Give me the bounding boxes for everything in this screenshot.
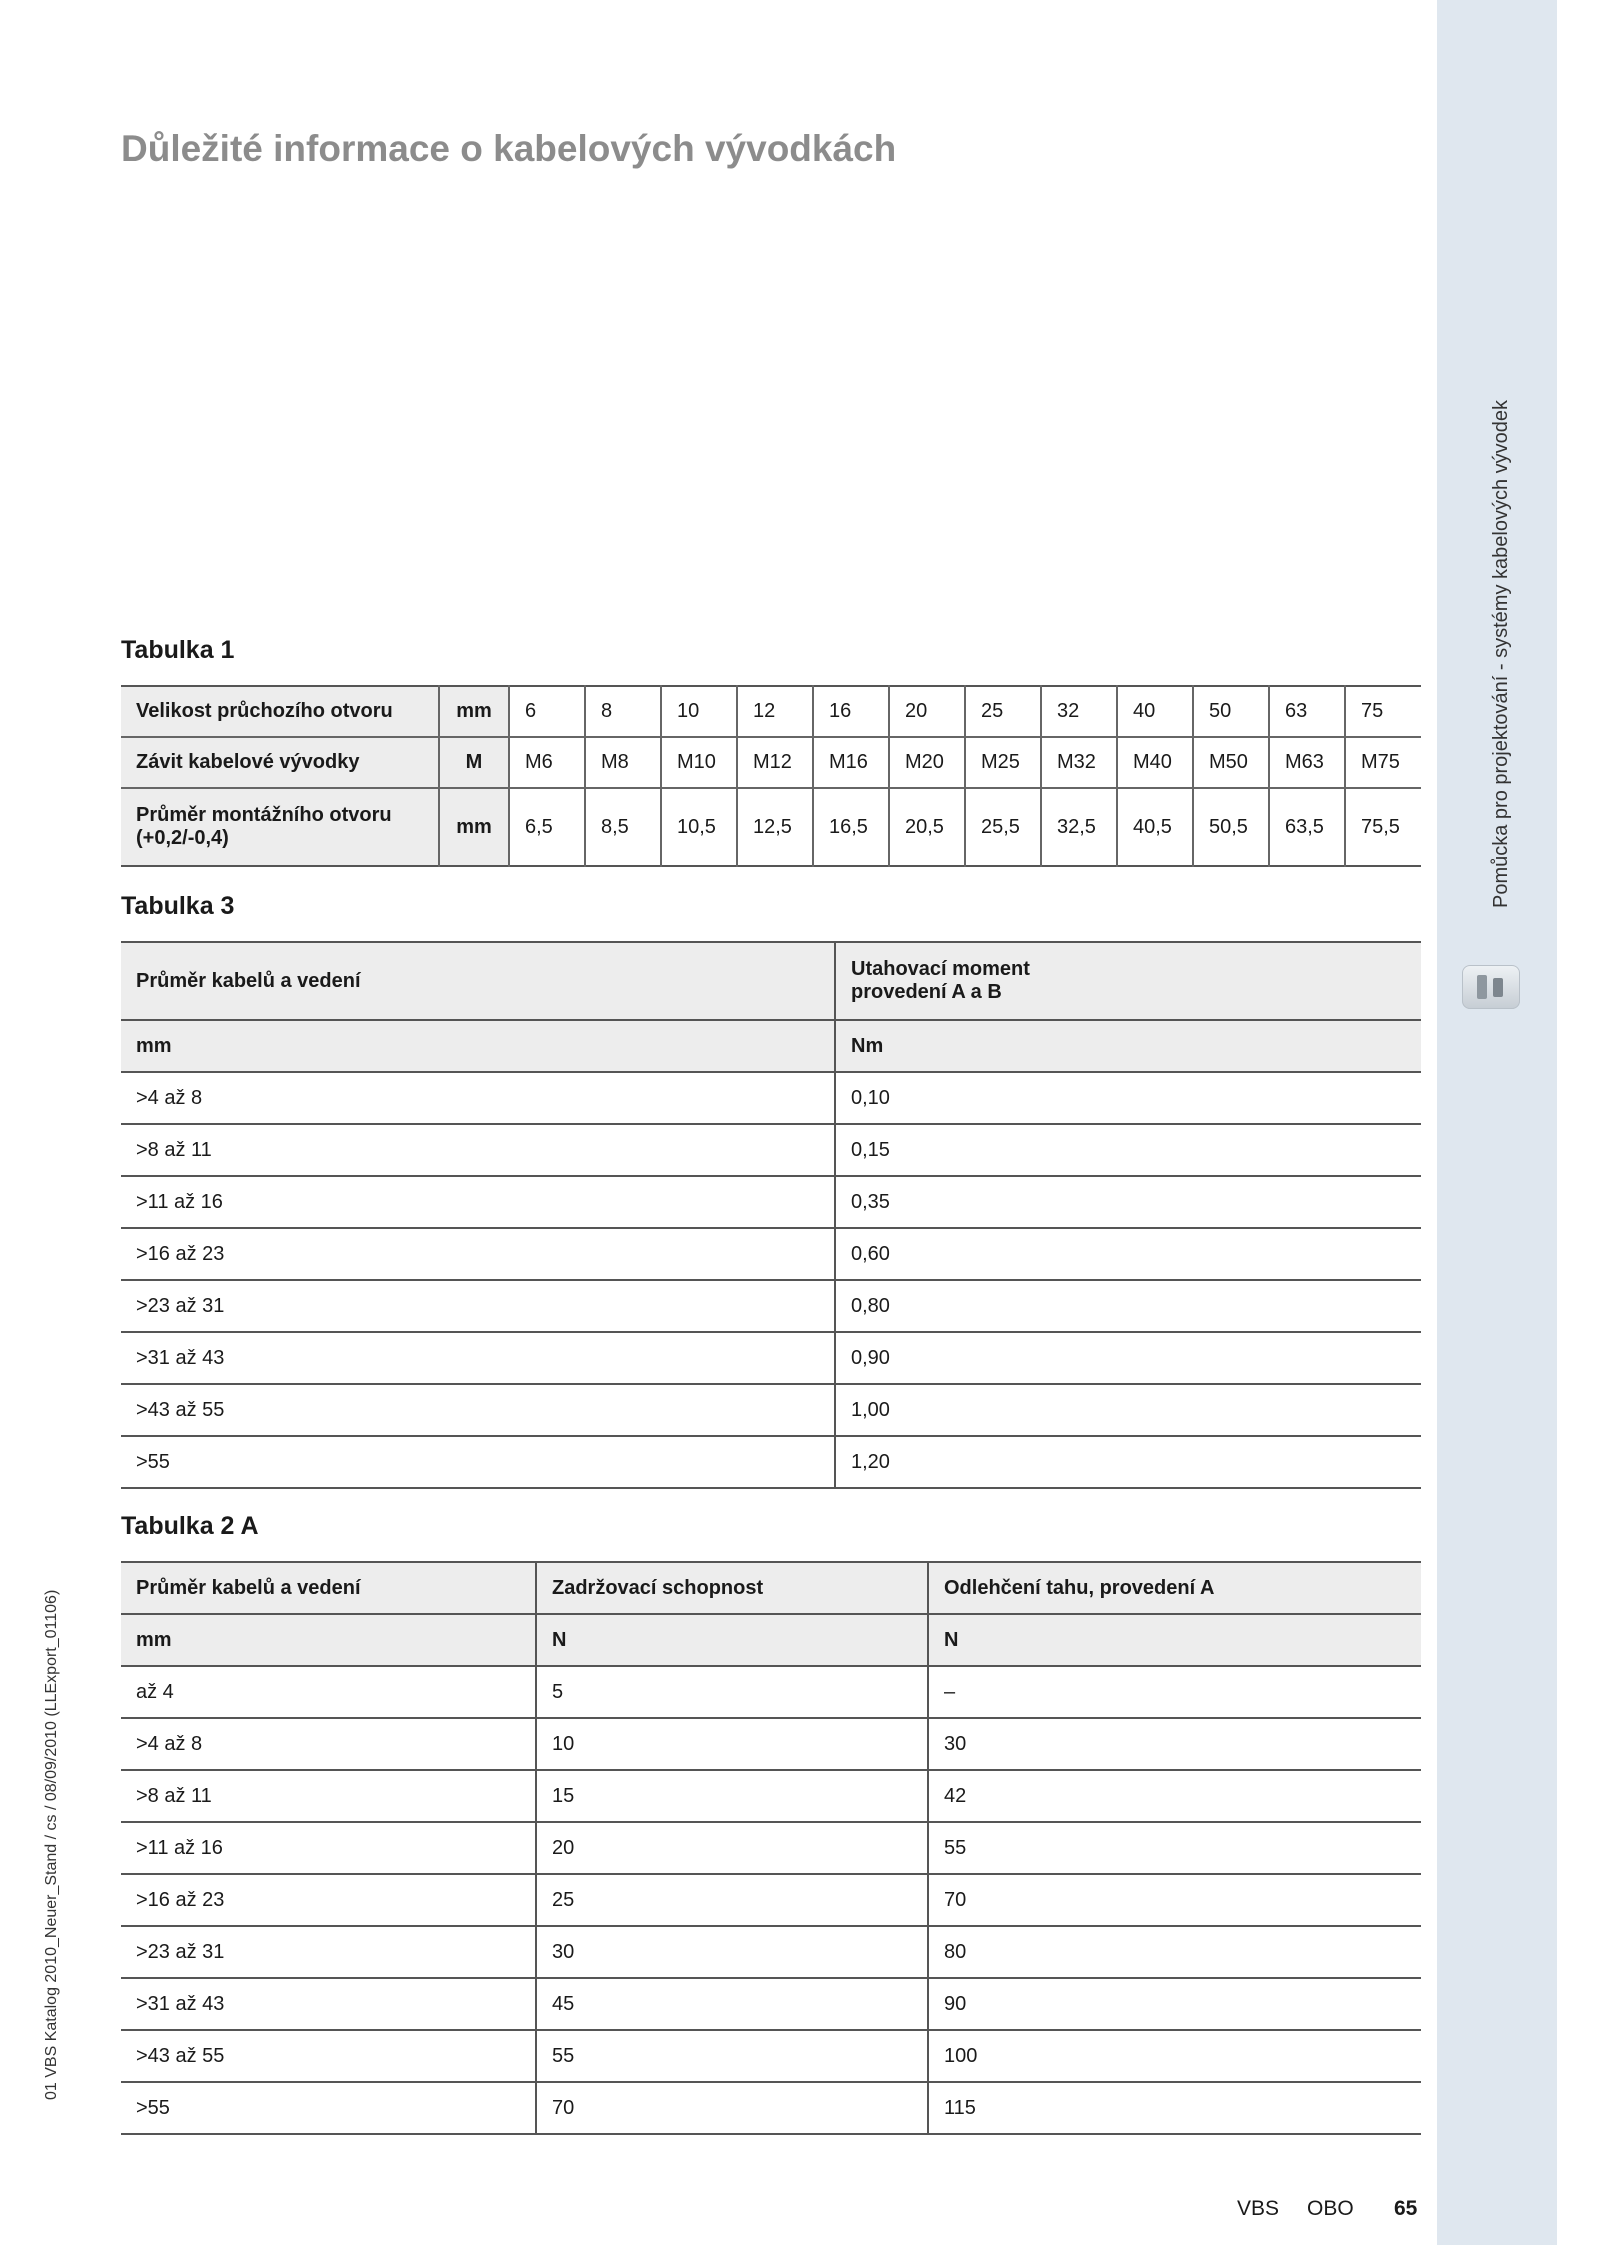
table2a-unit-retention: N xyxy=(536,1614,928,1666)
table-cell: M16 xyxy=(813,737,889,788)
table-cell: 8,5 xyxy=(585,788,661,866)
table-cell: >43 až 55 xyxy=(121,2030,536,2082)
table-row xyxy=(121,737,1421,788)
table-cell: M12 xyxy=(737,737,813,788)
table-cell: >8 až 11 xyxy=(121,1124,835,1176)
table-cell: až 4 xyxy=(121,1666,536,1718)
table-row xyxy=(121,1176,1421,1228)
table-cell: >16 až 23 xyxy=(121,1228,835,1280)
table-cell: M20 xyxy=(889,737,965,788)
table-row xyxy=(121,1332,1421,1384)
table-row xyxy=(121,1926,1421,1978)
table3-header-torque-line1: Utahovací moment xyxy=(851,958,1030,980)
table-cell: >4 až 8 xyxy=(121,1718,536,1770)
table-cell: 25 xyxy=(965,686,1041,737)
document-meta-text: 01 VBS Katalog 2010_Neuer_Stand / cs / 08/09/2010 (LLExport_01106) xyxy=(43,1589,60,2100)
page-title: Důležité informace o kabelových vývodkách xyxy=(121,128,897,169)
table3-title: Tabulka 3 xyxy=(121,892,235,920)
table-cell: 55 xyxy=(928,1822,1421,1874)
table-cell: 6 xyxy=(509,686,585,737)
table2a xyxy=(121,1561,1421,2135)
table-cell: M75 xyxy=(1345,737,1421,788)
table-row xyxy=(121,1280,1421,1332)
table-cell: M63 xyxy=(1269,737,1345,788)
table-cell: 0,35 xyxy=(835,1176,1421,1228)
table-cell: 32,5 xyxy=(1041,788,1117,866)
table-cell: M40 xyxy=(1117,737,1193,788)
table-cell: 20 xyxy=(536,1822,928,1874)
table1-row-unit: mm xyxy=(439,686,509,737)
table-cell: 15 xyxy=(536,1770,928,1822)
table-cell: M32 xyxy=(1041,737,1117,788)
table-cell: 6,5 xyxy=(509,788,585,866)
table-cell: 1,20 xyxy=(835,1436,1421,1488)
table2a-unit-row xyxy=(121,1614,1421,1666)
table-cell: 70 xyxy=(536,2082,928,2134)
table-cell: 12 xyxy=(737,686,813,737)
footer-brand: OBO xyxy=(1307,2197,1354,2220)
table1-row-label xyxy=(121,788,439,866)
table3-header-torque xyxy=(835,942,1421,1020)
table-cell: 0,80 xyxy=(835,1280,1421,1332)
sidebar-section-text: Pomůcka pro projektování - systémy kabelových vývodek xyxy=(1490,400,1512,908)
table-cell: 20 xyxy=(889,686,965,737)
table-row xyxy=(121,1124,1421,1176)
table-cell: >11 až 16 xyxy=(121,1176,835,1228)
table-row xyxy=(121,686,1421,737)
table-cell: 75 xyxy=(1345,686,1421,737)
table1 xyxy=(121,685,1421,867)
table-row xyxy=(121,1770,1421,1822)
table-cell: >16 až 23 xyxy=(121,1874,536,1926)
table-cell: – xyxy=(928,1666,1421,1718)
table2a-title: Tabulka 2 A xyxy=(121,1512,259,1540)
table-cell: 80 xyxy=(928,1926,1421,1978)
table-row xyxy=(121,1384,1421,1436)
table-cell: 55 xyxy=(536,2030,928,2082)
table-cell: 30 xyxy=(928,1718,1421,1770)
table-cell: 70 xyxy=(928,1874,1421,1926)
table-row xyxy=(121,1436,1421,1488)
table3 xyxy=(121,941,1421,1489)
table1-title: Tabulka 1 xyxy=(121,636,235,664)
table-row xyxy=(121,2082,1421,2134)
table3-unit-diameter: mm xyxy=(121,1020,835,1072)
table-row xyxy=(121,2030,1421,2082)
table3-unit-row xyxy=(121,1020,1421,1072)
table-cell: >23 až 31 xyxy=(121,1926,536,1978)
table-row xyxy=(121,1228,1421,1280)
table-cell: 45 xyxy=(536,1978,928,2030)
table-cell: 75,5 xyxy=(1361,815,1400,838)
table-cell: 0,15 xyxy=(835,1124,1421,1176)
table-row xyxy=(121,1666,1421,1718)
table-cell: >55 xyxy=(121,2082,536,2134)
table-cell: 12,5 xyxy=(737,788,813,866)
table-cell: 100 xyxy=(928,2030,1421,2082)
table-cell: 10 xyxy=(661,686,737,737)
table-cell: 5 xyxy=(536,1666,928,1718)
table2a-header-diameter: Průměr kabelů a vedení xyxy=(121,1562,536,1614)
table-cell: 20,5 xyxy=(889,788,965,866)
table-cell: M50 xyxy=(1193,737,1269,788)
table-cell: 25,5 xyxy=(965,788,1041,866)
table1-row-label: Závit kabelové vývodky xyxy=(121,737,439,788)
table-row xyxy=(121,1072,1421,1124)
table-cell: 63,5 xyxy=(1269,788,1345,866)
cable-gland-icon xyxy=(1462,965,1520,1009)
table3-header-row xyxy=(121,942,1421,1020)
table-row xyxy=(121,1822,1421,1874)
table-cell: 10 xyxy=(536,1718,928,1770)
table2a-unit-strain-relief: N xyxy=(928,1614,1421,1666)
table-row xyxy=(121,788,1421,866)
table3-header-diameter: Průměr kabelů a vedení xyxy=(121,942,835,1020)
table-cell: 8 xyxy=(585,686,661,737)
table-cell: 1,00 xyxy=(835,1384,1421,1436)
table-cell: M8 xyxy=(585,737,661,788)
table-cell: >55 xyxy=(121,1436,835,1488)
table-cell: >11 až 16 xyxy=(121,1822,536,1874)
table-cell: 16 xyxy=(813,686,889,737)
table-cell: M25 xyxy=(965,737,1041,788)
table1-row-label: Velikost průchozího otvoru xyxy=(121,686,439,737)
table-cell: 16,5 xyxy=(813,788,889,866)
table-cell: >31 až 43 xyxy=(121,1978,536,2030)
table-cell: 42 xyxy=(928,1770,1421,1822)
table-cell: 50 xyxy=(1193,686,1269,737)
table-cell: 32 xyxy=(1041,686,1117,737)
table-cell: >31 až 43 xyxy=(121,1332,835,1384)
footer-section: VBS xyxy=(1237,2197,1280,2220)
table2a-header-retention: Zadržovací schopnost xyxy=(536,1562,928,1614)
table-cell: 0,60 xyxy=(835,1228,1421,1280)
table-cell: 90 xyxy=(928,1978,1421,2030)
table-cell: M6 xyxy=(509,737,585,788)
table3-unit-torque: Nm xyxy=(835,1020,1421,1072)
table2a-header-strain-relief: Odlehčení tahu, provedení A xyxy=(928,1562,1421,1614)
table-cell: >4 až 8 xyxy=(121,1072,835,1124)
table-row xyxy=(121,1874,1421,1926)
sidebar-band xyxy=(1437,0,1557,2245)
table-cell: 10,5 xyxy=(661,788,737,866)
table3-header-torque-line2: provedení A a B xyxy=(851,981,1002,1003)
table-cell: 40,5 xyxy=(1117,788,1193,866)
table-cell: 0,10 xyxy=(835,1072,1421,1124)
table-cell: 30 xyxy=(536,1926,928,1978)
table-row xyxy=(121,1718,1421,1770)
table1-row-unit: M xyxy=(439,737,509,788)
table-row xyxy=(121,1978,1421,2030)
table2a-header-row xyxy=(121,1562,1421,1614)
table-cell: >43 až 55 xyxy=(121,1384,835,1436)
table1-row-label-line2: (+0,2/-0,4) xyxy=(136,827,229,849)
table-cell: 0,90 xyxy=(835,1332,1421,1384)
table-cell: M10 xyxy=(661,737,737,788)
table-cell: 40 xyxy=(1117,686,1193,737)
table-cell: 63 xyxy=(1269,686,1345,737)
table1-row-label-line1: Průměr montážního otvoru xyxy=(136,804,392,826)
table1-row-unit: mm xyxy=(439,788,509,866)
table2a-unit-diameter: mm xyxy=(121,1614,536,1666)
table-cell: >8 až 11 xyxy=(121,1770,536,1822)
table-cell: 115 xyxy=(928,2082,1421,2134)
table-cell: >23 až 31 xyxy=(121,1280,835,1332)
footer-page-number: 65 xyxy=(1394,2197,1418,2220)
table-cell: 25 xyxy=(536,1874,928,1926)
table-cell: 50,5 xyxy=(1193,788,1269,866)
